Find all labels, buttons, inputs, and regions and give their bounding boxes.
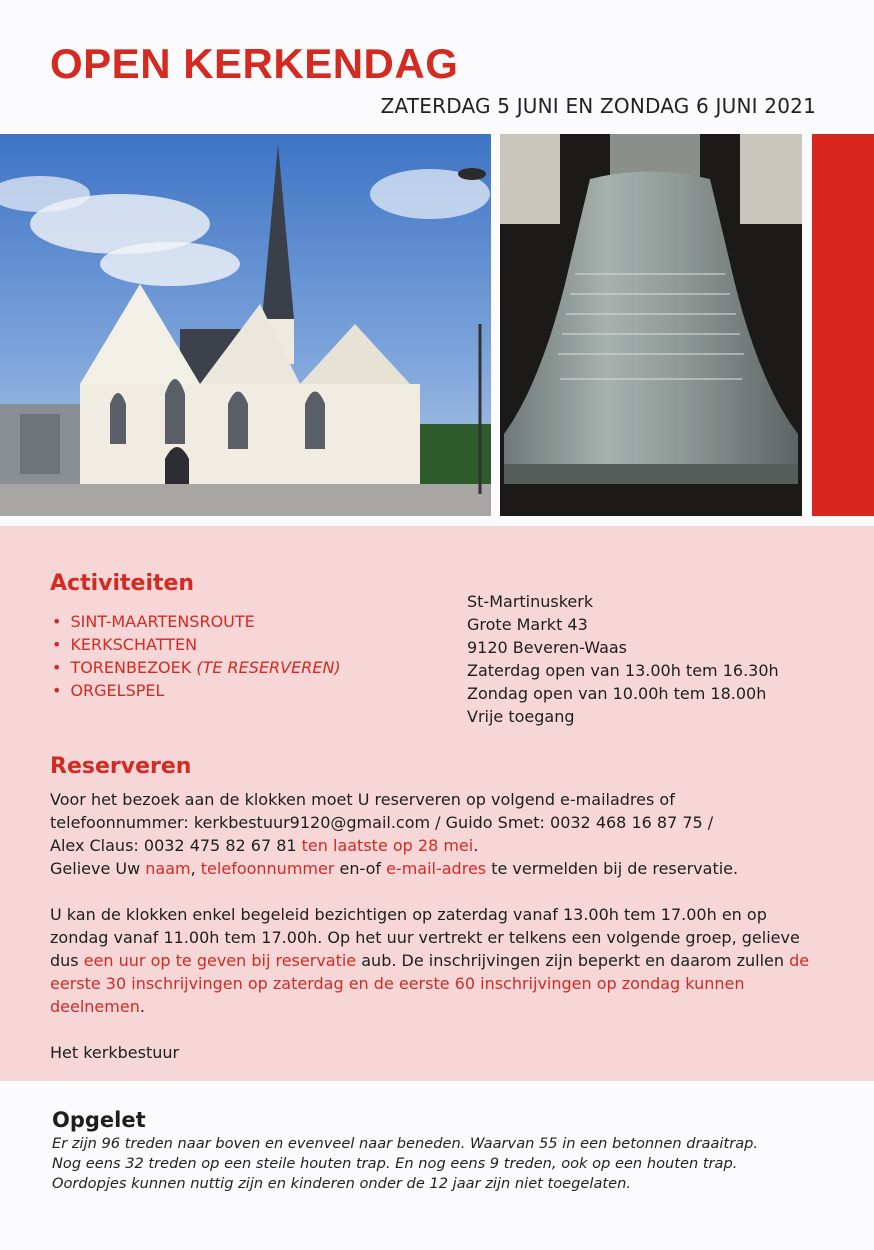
list-item xyxy=(52,679,341,702)
bell-photo xyxy=(500,134,802,516)
activities-heading: Activiteiten xyxy=(50,571,195,596)
info-section xyxy=(0,526,874,1081)
page-title: OPEN KERKENDAG xyxy=(50,40,459,87)
reservation-contact: Voor het bezoek aan de klokken moet U reserveren op volgend e-mailadres of telefoonnummer: kerkbestuur9120@gmail.com / Guido Smet: 0032 468 16 87 75 / Alex Claus: 0032 475 82 67 81 ten laatste op 28 mei. Gelieve Uw naam, telefoonnummer en-of e-mail-adres te vermelden bij de reservatie. xyxy=(50,790,739,878)
visit-info: U kan de klokken enkel begeleid bezichtigen op zaterdag vanaf 13.00h tem 17.00h en op zondag vanaf 11.00h tem 17.00h. Op het uur vertrekt er telkens een volgende groep, gelieve dus een uur op te geven bij reservatie aub. De inschrijvingen zijn beperkt en daarom zullen de eerste 30 inschrijvingen op zaterdag en de eerste 60 inschrijvingen op zondag kunnen deelnemen. xyxy=(50,905,810,1016)
notice-line: Oordopjes kunnen nuttig zijn en kinderen onder de 12 jaar zijn niet toegelaten. xyxy=(52,1175,631,1192)
reservation-text xyxy=(50,788,830,1087)
address-line: Grote Markt 43 xyxy=(467,615,588,634)
activity-label: KERKSCHATTEN xyxy=(70,635,198,654)
notice-line: Nog eens 32 treden op een steile houten trap. En nog eens 9 treden, ook op een houten trap. xyxy=(52,1155,738,1172)
reservation-heading: Reserveren xyxy=(50,754,192,779)
activity-label: TORENBEZOEK xyxy=(70,658,192,677)
list-item xyxy=(52,656,341,679)
accent-bar xyxy=(812,134,874,516)
notice-line: Er zijn 96 treden naar boven en evenveel naar beneden. Waarvan 55 in een betonnen draaitrap. xyxy=(52,1135,759,1152)
activity-label: ORGELSPEL xyxy=(70,681,165,700)
opening-hours: Zaterdag open van 13.00h tem 16.30h xyxy=(467,661,779,680)
signature: Het kerkbestuur xyxy=(50,1043,180,1062)
activity-note: (TE RESERVEREN) xyxy=(196,658,341,677)
church-photo xyxy=(0,134,491,516)
address-line: 9120 Beveren-Waas xyxy=(467,638,628,657)
list-item xyxy=(52,610,341,633)
address-line: St-Martinuskerk xyxy=(467,592,594,611)
notice-heading: Opgelet xyxy=(52,1108,146,1132)
entry-note: Vrije toegang xyxy=(467,707,575,726)
opening-hours: Zondag open van 10.00h tem 18.00h xyxy=(467,684,767,703)
church-address xyxy=(467,590,779,728)
activities-list xyxy=(52,610,341,702)
deadline: ten laatste op 28 mei xyxy=(301,836,474,855)
list-item xyxy=(52,633,341,656)
activity-label: SINT-MAARTENSROUTE xyxy=(70,612,255,631)
event-dates: ZATERDAG 5 JUNI EN ZONDAG 6 JUNI 2021 xyxy=(380,94,816,118)
notice-text xyxy=(52,1134,832,1194)
